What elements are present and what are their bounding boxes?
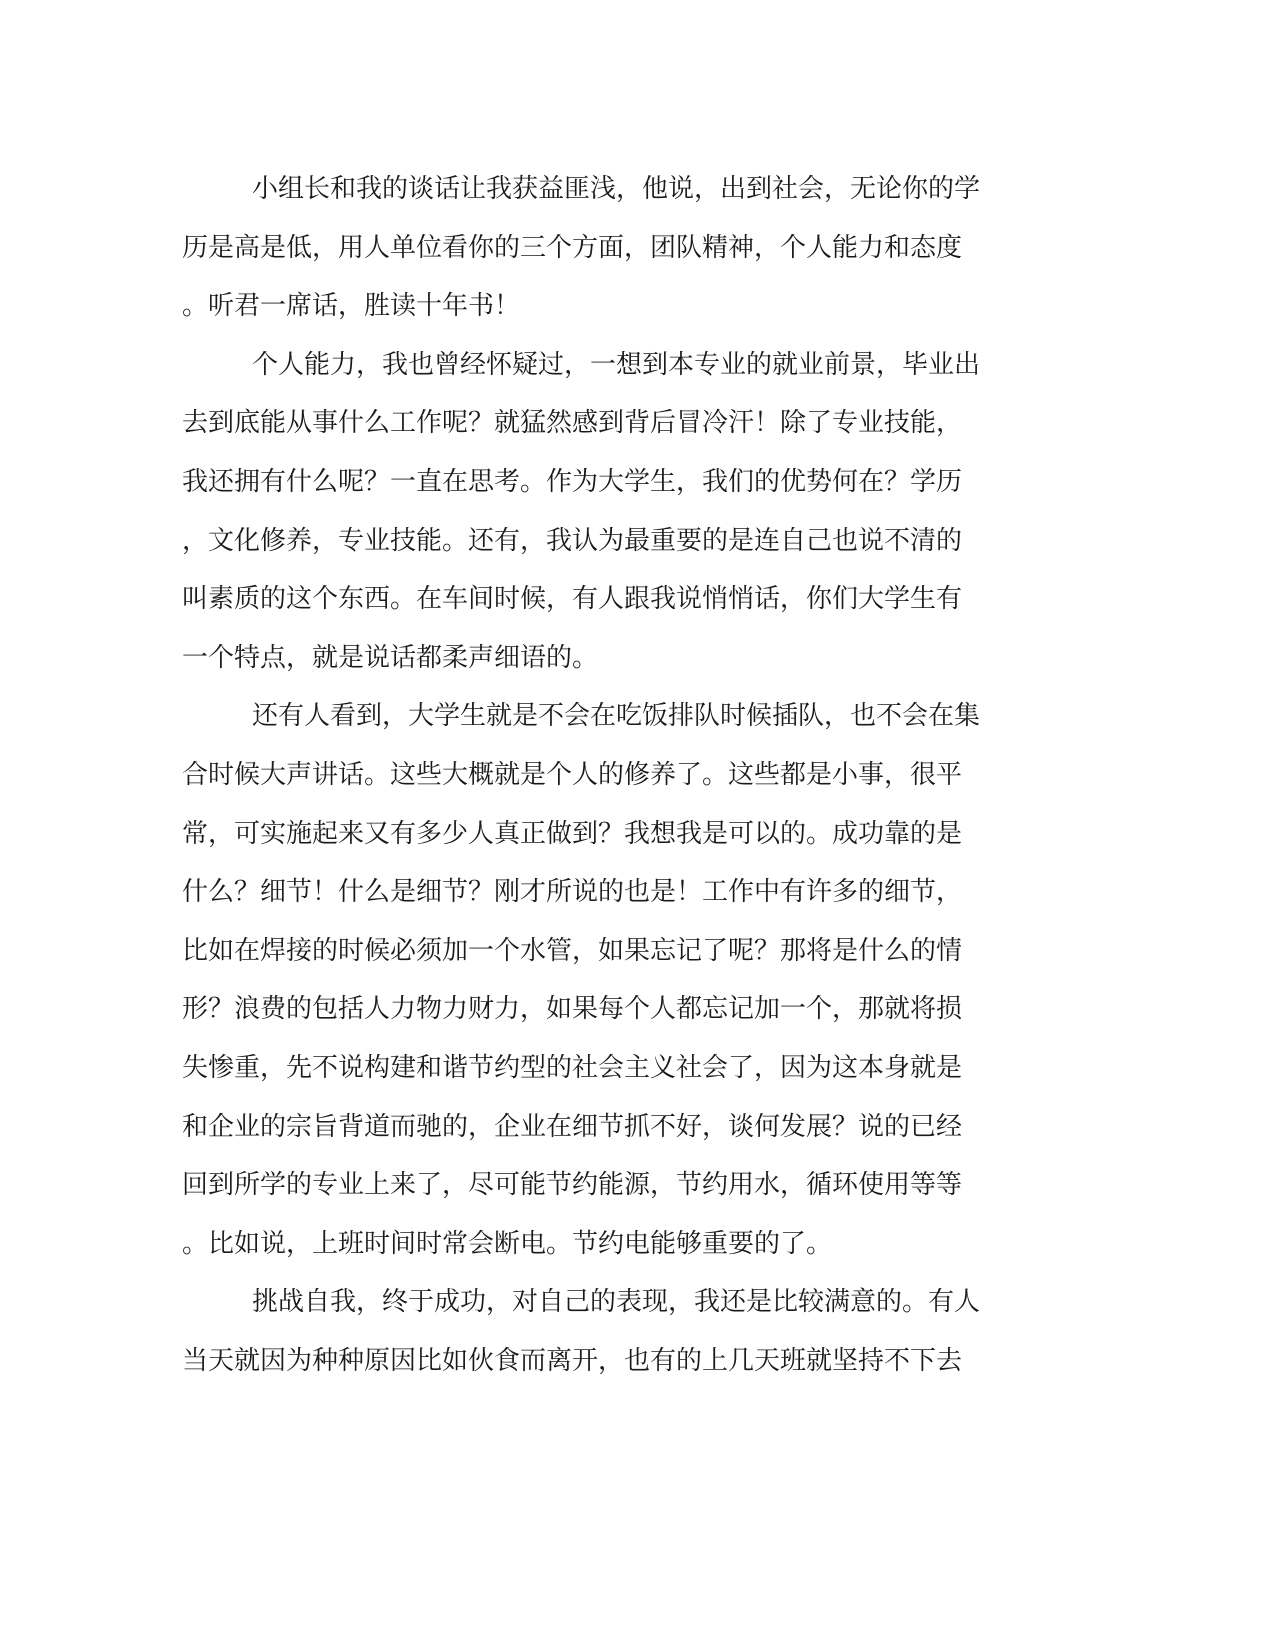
text-line: 去到底能从事什么工作呢？就猛然感到背后冒冷汗！除了专业技能， bbox=[182, 408, 963, 439]
text-line: 挑战自我，终于成功，对自己的表现，我还是比较满意的。有人 bbox=[252, 1287, 981, 1318]
text-line: 我还拥有什么呢？一直在思考。作为大学生，我们的优势何在？学历 bbox=[182, 466, 963, 497]
text-line: 和企业的宗旨背道而驰的，企业在细节抓不好，谈何发展？说的已经 bbox=[182, 1111, 963, 1142]
paragraph-1 bbox=[182, 160, 1032, 336]
text-line: 小组长和我的谈话让我获益匪浅，他说，出到社会，无论你的学 bbox=[252, 174, 981, 204]
text-line: 失惨重，先不说构建和谐节约型的社会主义社会了，因为这本身就是 bbox=[182, 1052, 963, 1083]
text-line: 当天就因为种种原因比如伙食而离开，也有的上几天班就坚持不下去 bbox=[182, 1345, 963, 1376]
text-line: 一个特点，就是说话都柔声细语的。 bbox=[182, 642, 599, 673]
paragraph-4 bbox=[182, 1273, 1032, 1390]
text-line: 回到所学的专业上来了，尽可能节约能源，节约用水，循环使用等等 bbox=[182, 1170, 963, 1201]
text-line: 叫素质的这个东西。在车间时候，有人跟我说悄悄话，你们大学生有 bbox=[182, 584, 963, 615]
text-line: 合时候大声讲话。这些大概就是个人的修养了。这些都是小事，很平 bbox=[182, 759, 963, 790]
text-line: 比如在焊接的时候必须加一个水管，如果忘记了呢？那将是什么的情 bbox=[182, 935, 963, 966]
text-line: 常，可实施起来又有多少人真正做到？我想我是可以的。成功靠的是 bbox=[182, 818, 963, 849]
document-body bbox=[182, 160, 1032, 1390]
paragraph-3 bbox=[182, 687, 1032, 1273]
text-line: 什么？细节！什么是细节？刚才所说的也是！工作中有许多的细节， bbox=[182, 877, 963, 908]
text-line: 。比如说，上班时间时常会断电。节约电能够重要的了。 bbox=[182, 1228, 833, 1259]
text-line: 还有人看到，大学生就是不会在吃饭排队时候插队，也不会在集 bbox=[252, 701, 981, 732]
text-line: 形？浪费的包括人力物力财力，如果每个人都忘记加一个，那就将损 bbox=[182, 994, 963, 1025]
text-line: 。听君一席话，胜读十年书！ bbox=[182, 291, 521, 322]
paragraph-2 bbox=[182, 336, 1032, 688]
text-line: 历是高是低，用人单位看你的三个方面，团队精神，个人能力和态度 bbox=[182, 232, 963, 263]
text-line: 个人能力，我也曾经怀疑过，一想到本专业的就业前景，毕业出 bbox=[252, 349, 981, 380]
text-line: ，文化修养，专业技能。还有，我认为最重要的是连自己也说不清的 bbox=[182, 525, 963, 556]
